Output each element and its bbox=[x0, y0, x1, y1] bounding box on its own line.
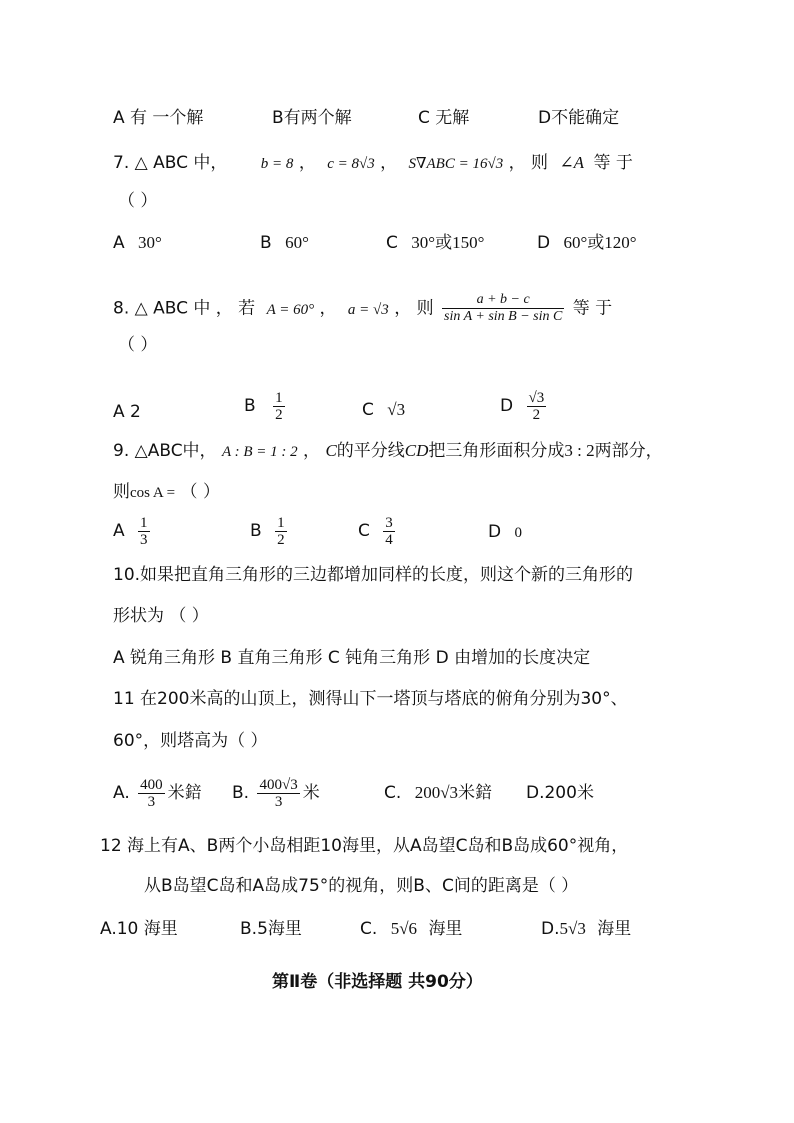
q8-then: ， 则 bbox=[394, 298, 434, 319]
q11-option-a-num: 400 bbox=[140, 776, 163, 793]
q12-option-d-label: D. bbox=[541, 919, 560, 939]
q9-option-b-fraction bbox=[275, 515, 287, 548]
q11-option-c-label: C. bbox=[384, 783, 402, 803]
q9-bisector-text: 的平分线 bbox=[336, 441, 405, 461]
q7-option-b-value: 60° bbox=[285, 233, 309, 252]
q12-option-a: A.10 海里 bbox=[100, 919, 178, 939]
q7-option-d bbox=[537, 233, 637, 253]
q7-option-a bbox=[113, 233, 162, 253]
q12-option-b: B.5海里 bbox=[240, 919, 302, 939]
q11-option-b-label: B. bbox=[232, 783, 250, 803]
q7-c-expr: c = 8√3 bbox=[327, 156, 375, 172]
q9-option-b-label: B bbox=[250, 521, 262, 541]
q6-option-d: D不能确定 bbox=[538, 108, 620, 128]
q11-option-c-unit: 米錇 bbox=[458, 783, 493, 803]
q8-stem-end: 等 于 bbox=[572, 298, 613, 319]
q7-option-b-label: B bbox=[260, 233, 272, 253]
q7-stem: 7. △ ABC 中， b = 8 ， c = 8√3 ， S∇ABC = 16√3 ， 则 ∠A 等 于 bbox=[113, 153, 633, 173]
q8-option-c-value: √3 bbox=[387, 400, 406, 419]
q9-line2 bbox=[113, 482, 220, 503]
q8-option-c bbox=[362, 400, 405, 420]
q8-fraction-numerator: a + b − c bbox=[442, 292, 564, 309]
q11-option-b-fraction bbox=[257, 777, 299, 810]
q10-options: A 锐角三角形 B 直角三角形 C 钝角三角形 D 由增加的长度决定 bbox=[113, 648, 591, 668]
q9-option-c bbox=[358, 513, 398, 549]
q8-option-a: A 2 bbox=[113, 402, 141, 422]
q9-option-c-fraction bbox=[383, 515, 395, 548]
q9-option-d-value: 0 bbox=[514, 525, 522, 541]
q11-option-a-unit: 米錇 bbox=[167, 783, 202, 803]
q8-stem: 8. △ ABC 中 ， 若 A = 60° ， a = √3 ， 则 $\frac{a + b - c}{\text{sin A + sin B − sin C}}$ 等 于 bbox=[113, 292, 613, 324]
q11-option-a-den: 3 bbox=[147, 793, 156, 810]
q6-option-a: A 有 一个解 bbox=[113, 108, 204, 128]
q8-answer-paren: （ ） bbox=[118, 335, 158, 355]
q8-option-d-den: 2 bbox=[532, 406, 541, 423]
q7-then: ， 则 bbox=[508, 153, 549, 173]
q12-option-c-value: 5√6 bbox=[390, 919, 418, 938]
q9-line2-prefix: 则 bbox=[113, 482, 130, 502]
q11-option-b-unit: 米 bbox=[302, 783, 320, 803]
q8-fraction bbox=[442, 292, 564, 325]
q9-option-a bbox=[113, 513, 153, 549]
q9-option-a-fraction bbox=[138, 515, 150, 548]
q8-option-d-num: √3 bbox=[528, 389, 545, 406]
q12-option-d bbox=[541, 919, 631, 939]
q9-cd-var: CD bbox=[404, 441, 429, 460]
q12-option-c-unit: 海里 bbox=[428, 919, 463, 939]
q8-option-d-label: D bbox=[500, 396, 514, 416]
q10-line2: 形状为 （ ） bbox=[113, 606, 209, 626]
q9-split: 3 : 2 bbox=[564, 441, 595, 460]
q6-option-b: B有两个解 bbox=[272, 108, 352, 128]
q9-ratio: A : B = 1 : 2 bbox=[221, 444, 298, 460]
q10-line1: 10.如果把直角三角形的三边都增加同样的长度，则这个新的三角形的 bbox=[113, 565, 634, 585]
q12-option-c bbox=[360, 919, 462, 939]
q8-option-d-fraction bbox=[527, 390, 547, 423]
q11-option-d: D.200米 bbox=[526, 783, 594, 803]
q7-option-a-value: 30° bbox=[138, 233, 162, 252]
q8-fraction-denominator: sin A + sin B − sin C bbox=[444, 309, 563, 324]
q12-option-d-value: 5√3 bbox=[559, 919, 586, 938]
q8-option-b-label: B bbox=[244, 396, 256, 416]
q7-stem-prefix: 7. △ ABC 中， bbox=[113, 153, 228, 173]
q9-cos-expr: cos A = bbox=[130, 485, 176, 501]
q9-c-var: C bbox=[325, 441, 337, 460]
q11-option-b-den: 3 bbox=[274, 793, 283, 810]
q12-line2: 从B岛望C岛和A岛成75°的视角，则B、C间的距离是（ ） bbox=[144, 876, 579, 896]
q8-option-b-num: 1 bbox=[275, 389, 283, 406]
q9-option-c-den: 4 bbox=[385, 531, 393, 548]
q8-option-b-fraction bbox=[273, 390, 285, 423]
q7-stem-end: 等 于 bbox=[593, 153, 633, 173]
q11-option-a-fraction bbox=[138, 777, 165, 810]
q9-option-d-label: D bbox=[488, 522, 502, 542]
q8-option-d bbox=[500, 388, 549, 424]
q9-option-b bbox=[250, 513, 290, 549]
q12-option-d-unit: 海里 bbox=[597, 919, 632, 939]
q9-option-a-num: 1 bbox=[140, 514, 148, 531]
q7-option-a-label: A bbox=[113, 233, 125, 253]
q9-stem bbox=[113, 441, 663, 462]
q7-option-c-label: C bbox=[386, 233, 398, 253]
q8-stem-prefix: 8. △ ABC 中 ， 若 bbox=[113, 298, 256, 319]
q8-side-a: a = √3 bbox=[347, 301, 389, 318]
q11-option-a bbox=[113, 773, 202, 813]
q8-option-c-label: C bbox=[362, 400, 374, 420]
q11-option-b-num: 400√3 bbox=[259, 776, 298, 793]
q11-option-a-label: A. bbox=[113, 783, 130, 803]
q9-area-text: 把三角形面积分成 bbox=[428, 441, 565, 461]
q8-option-b bbox=[244, 388, 288, 424]
q7-area-expr: S∇ABC = 16√3 bbox=[408, 156, 504, 172]
q9-option-a-label: A bbox=[113, 521, 125, 541]
q9-stem-prefix: 9. △ABC中， bbox=[113, 441, 217, 461]
section-title: 第Ⅱ卷（非选择题 共90分） bbox=[272, 972, 483, 992]
q11-option-c-value: 200√3 bbox=[414, 783, 459, 802]
q7-b-expr: b = 8 bbox=[260, 156, 294, 172]
q9-comma: ， bbox=[303, 441, 321, 461]
q11-option-b bbox=[232, 773, 320, 813]
q12-option-c-label: C. bbox=[360, 919, 378, 939]
q9-answer-paren: （ ） bbox=[180, 482, 220, 502]
q7-option-b bbox=[260, 233, 309, 253]
q6-option-c: C 无解 bbox=[418, 108, 470, 128]
q7-option-c-value: 30°或150° bbox=[411, 233, 485, 252]
q9-option-c-label: C bbox=[358, 521, 370, 541]
q9-option-c-num: 3 bbox=[385, 514, 393, 531]
q11-line2: 60°，则塔高为（ ） bbox=[113, 731, 268, 751]
q11-option-c bbox=[384, 783, 492, 803]
q9-option-d bbox=[488, 522, 522, 543]
q7-option-d-value: 60°或120° bbox=[563, 233, 637, 252]
q9-option-b-num: 1 bbox=[277, 514, 285, 531]
q8-option-b-den: 2 bbox=[275, 406, 283, 423]
q7-option-c bbox=[386, 233, 484, 253]
q9-option-a-den: 3 bbox=[140, 531, 148, 548]
q11-line1: 11 在200米高的山顶上，测得山下一塔顶与塔底的俯角分别为30°、 bbox=[113, 689, 628, 709]
q7-angle: ∠A bbox=[559, 153, 585, 172]
q7-answer-paren: （ ） bbox=[118, 191, 158, 211]
q7-option-d-label: D bbox=[537, 233, 551, 253]
q12-line1: 12 海上有A、B两个小岛相距10海里，从A岛望C岛和B岛成60°视角， bbox=[100, 836, 629, 856]
q9-option-b-den: 2 bbox=[277, 531, 285, 548]
q8-angle-a: A = 60° bbox=[266, 301, 315, 318]
q9-stem-end: 两部分， bbox=[594, 441, 663, 461]
